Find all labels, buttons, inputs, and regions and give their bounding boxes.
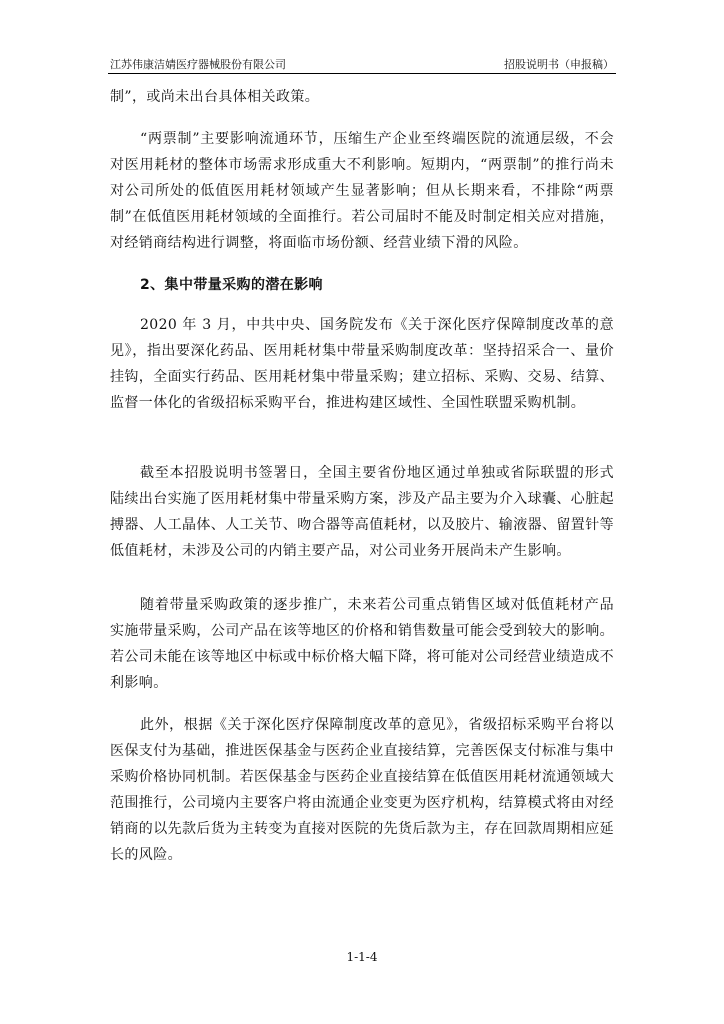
- paragraph-medical-insurance: 此外，根据《关于深化医疗保障制度改革的意见》，省级招标采购平台将以医保支付为基础，推进医保基金与医药企业直接结算，完善医保支付标准与集中采购价格协同机制。若医保基金与医药企业直接结算在低值医用耗材流通领域大范围推行，公司境内主要客户将由流通企业变更为医疗机构，结算模式将由对经销商的以先款后货为主转变为直接对医院的先货后款为主，存在回款周期相应延长的风险。: [110, 717, 614, 863]
- header-company-name: 江苏伟康洁婧医疗器械股份有限公司: [110, 58, 286, 71]
- paragraph-two-invoice-system: “两票制”主要影响流通环节，压缩生产企业至终端医院的流通层级，不会对医用耗材的整体市场需求形成重大不利影响。短期内，“两票制”的推行尚未对公司所处的低值医用耗材领域产生显著影响；但从长期来看，不排除“两票制”在低值医用耗材领域的全面推行。若公司届时不能及时制定相关应对措施，对经销商结构进行调整，将面临市场份额、经营业绩下滑的风险。: [110, 131, 614, 251]
- section-heading-block: [110, 272, 614, 298]
- page-number: 1-1-4: [346, 950, 378, 964]
- page-footer: [0, 950, 724, 964]
- body-text-block-4: [110, 460, 614, 564]
- header-document-title: 招股说明书（申报稿）: [504, 58, 614, 71]
- section-heading: 2、集中带量采购的潜在影响: [140, 277, 323, 293]
- paragraph-policy-2020: 2020 年 3 月，中共中央、国务院发布《关于深化医疗保障制度改革的意见》，指出要深化药品、医用耗材集中带量采购制度改革：坚持招采合一、量价挂钩，全面实行药品、医用耗材集中带量采购；建立招标、采购、交易、结算、监督一体化的省级招标采购平台，推进构建区域性、全国性联盟采购机制。: [110, 317, 614, 411]
- paragraph-continuation: 制”，或尚未出台具体相关政策。: [110, 89, 320, 105]
- paragraph-procurement-impact: 随着带量采购政策的逐步推广，未来若公司重点销售区域对低值耗材产品实施带量采购，公司产品在该等地区的价格和销售数量可能会受到较大的影响。若公司未能在该等地区中标或中标价格大幅下降，将可能对公司经营业绩造成不利影响。: [110, 597, 614, 691]
- body-text-block-2: [110, 126, 614, 256]
- body-text-block-6: [110, 712, 614, 868]
- body-text-block-3: [110, 312, 614, 416]
- paragraph-procurement-status: 截至本招股说明书签署日，全国主要省份地区通过单独或省际联盟的形式陆续出台实施了医用耗材集中带量采购方案，涉及产品主要为介入球囊、心脏起搏器、人工晶体、人工关节、吻合器等高值耗材，以及胶片、输液器、留置针等低值耗材，未涉及公司的内销主要产品，对公司业务开展尚未产生影响。: [110, 465, 614, 559]
- body-text-block-1: [110, 84, 614, 110]
- body-text-block-5: [110, 592, 614, 696]
- page-header: [108, 56, 616, 74]
